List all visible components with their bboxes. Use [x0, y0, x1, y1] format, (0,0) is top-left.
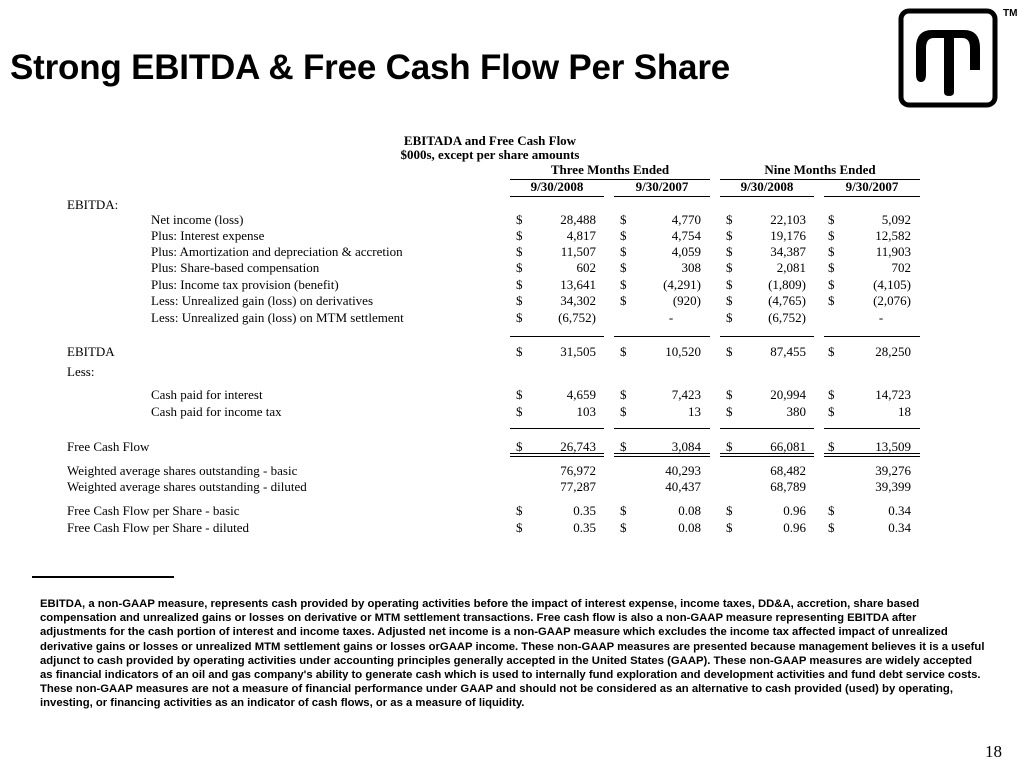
cell-value: 19,176: [770, 228, 806, 243]
currency-symbol: $: [828, 212, 835, 227]
column-header: 9/30/2008: [510, 179, 604, 197]
cell-value: 40,437: [665, 479, 701, 494]
section-label-less: Less:: [67, 364, 95, 379]
table-row: [0, 228, 1024, 244]
cell-value: (4,291): [663, 277, 701, 292]
currency-symbol: $: [620, 228, 627, 243]
cell-value: 2,081: [776, 260, 806, 275]
row-label: Net income (loss): [151, 212, 244, 227]
table-row: [0, 387, 1024, 403]
cell-value: 13: [688, 404, 701, 419]
row-label: Less: Unrealized gain (loss) on MTM settlement: [151, 310, 404, 325]
currency-symbol: $: [516, 439, 523, 454]
currency-symbol: $: [726, 244, 733, 259]
cell-value: 28,250: [875, 344, 911, 359]
cell-value: 380: [786, 404, 806, 419]
cell-value: 34,302: [560, 293, 596, 308]
cell-value: 0.08: [678, 503, 701, 518]
cell-value: -: [668, 310, 674, 325]
currency-symbol: $: [516, 228, 523, 243]
cell-value: (4,105): [873, 277, 911, 292]
column-header: 9/30/2008: [720, 179, 814, 197]
currency-symbol: $: [726, 277, 733, 292]
cell-value: 12,582: [875, 228, 911, 243]
cell-value: 4,817: [566, 228, 596, 243]
currency-symbol: $: [726, 260, 733, 275]
cell-value: 22,103: [770, 212, 806, 227]
cell-value: 3,084: [671, 439, 701, 454]
cell-value: 4,754: [671, 228, 701, 243]
trademark-symbol: TM: [1003, 8, 1018, 19]
table-row: [0, 260, 1024, 276]
table-row: [0, 277, 1024, 293]
table-row: [0, 310, 1024, 326]
table-row: [0, 463, 1024, 479]
cell-value: 10,520: [665, 344, 701, 359]
currency-symbol: $: [620, 244, 627, 259]
cell-value: 68,789: [770, 479, 806, 494]
currency-symbol: $: [620, 503, 627, 518]
currency-symbol: $: [516, 277, 523, 292]
row-label: Plus: Share-based compensation: [151, 260, 320, 275]
footnote-divider: [32, 576, 174, 578]
currency-symbol: $: [726, 520, 733, 535]
currency-symbol: $: [828, 520, 835, 535]
currency-symbol: $: [620, 277, 627, 292]
currency-symbol: $: [828, 344, 835, 359]
cell-value: 0.96: [783, 520, 806, 535]
currency-symbol: $: [620, 344, 627, 359]
cell-value: (2,076): [873, 293, 911, 308]
cell-value: 18: [898, 404, 911, 419]
cell-value: 77,287: [560, 479, 596, 494]
cell-value: 7,423: [671, 387, 701, 402]
currency-symbol: $: [726, 228, 733, 243]
currency-symbol: $: [828, 244, 835, 259]
cell-value: 11,903: [875, 244, 911, 259]
currency-symbol: $: [828, 260, 835, 275]
row-label: Weighted average shares outstanding - basic: [67, 463, 298, 478]
cell-value: 0.34: [888, 520, 911, 535]
currency-symbol: $: [516, 310, 523, 325]
group-header-three-months: Three Months Ended: [510, 162, 710, 180]
section-label-ebitda: EBITDA:: [67, 197, 119, 212]
cell-value: 4,770: [671, 212, 701, 227]
currency-symbol: $: [516, 293, 523, 308]
cell-value: 66,081: [770, 439, 806, 454]
cell-value: 5,092: [881, 212, 911, 227]
cell-value: 31,505: [560, 344, 596, 359]
currency-symbol: $: [516, 212, 523, 227]
cell-value: 308: [681, 260, 701, 275]
cell-value: 14,723: [875, 387, 911, 402]
currency-symbol: $: [726, 344, 733, 359]
table-row: [0, 503, 1024, 519]
currency-symbol: $: [726, 387, 733, 402]
cell-value: 13,641: [560, 277, 596, 292]
currency-symbol: $: [726, 503, 733, 518]
cell-value: 87,455: [770, 344, 806, 359]
table-row: [0, 212, 1024, 228]
currency-symbol: $: [516, 404, 523, 419]
cell-value: 0.35: [573, 520, 596, 535]
currency-symbol: $: [516, 520, 523, 535]
cell-value: -: [878, 310, 884, 325]
currency-symbol: $: [516, 344, 523, 359]
currency-symbol: $: [828, 404, 835, 419]
slide-title: Strong EBITDA & Free Cash Flow Per Share: [10, 48, 731, 87]
cell-value: 0.35: [573, 503, 596, 518]
cell-value: (4,765): [768, 293, 806, 308]
column-header: 9/30/2007: [824, 179, 920, 197]
group-header-nine-months: Nine Months Ended: [720, 162, 920, 180]
currency-symbol: $: [726, 212, 733, 227]
cell-value: 26,743: [560, 439, 596, 454]
currency-symbol: $: [828, 439, 835, 454]
table-row: [0, 520, 1024, 536]
currency-symbol: $: [726, 310, 733, 325]
currency-symbol: $: [620, 212, 627, 227]
row-label: Free Cash Flow per Share - diluted: [67, 520, 249, 535]
table-row: [0, 479, 1024, 495]
table-row: [0, 244, 1024, 260]
currency-symbol: $: [828, 277, 835, 292]
cell-value: 4,659: [566, 387, 596, 402]
currency-symbol: $: [620, 404, 627, 419]
cell-value: 13,509: [875, 439, 911, 454]
table-row: [0, 404, 1024, 420]
row-label: Weighted average shares outstanding - diluted: [67, 479, 307, 494]
row-label: Less: Unrealized gain (loss) on derivatives: [151, 293, 374, 308]
cell-value: (6,752): [558, 310, 596, 325]
currency-symbol: $: [620, 520, 627, 535]
currency-symbol: $: [828, 228, 835, 243]
currency-symbol: $: [516, 503, 523, 518]
row-label: Cash paid for interest: [151, 387, 263, 402]
row-label: Free Cash Flow: [67, 439, 150, 454]
row-label: Plus: Amortization and depreciation & accretion: [151, 244, 403, 259]
cell-value: 0.08: [678, 520, 701, 535]
row-label: Free Cash Flow per Share - basic: [67, 503, 240, 518]
cell-value: 103: [576, 404, 596, 419]
row-label: Plus: Income tax provision (benefit): [151, 277, 339, 292]
page-number: 18: [985, 742, 1002, 761]
currency-symbol: $: [516, 387, 523, 402]
currency-symbol: $: [828, 503, 835, 518]
table-row: [0, 293, 1024, 309]
cell-value: 0.34: [888, 503, 911, 518]
cell-value: (6,752): [768, 310, 806, 325]
cell-value: 28,488: [560, 212, 596, 227]
cell-value: 602: [576, 260, 596, 275]
cell-value: 34,387: [770, 244, 806, 259]
currency-symbol: $: [726, 404, 733, 419]
currency-symbol: $: [620, 260, 627, 275]
currency-symbol: $: [828, 387, 835, 402]
cell-value: 39,276: [875, 463, 911, 478]
cell-value: 11,507: [560, 244, 596, 259]
footnote-text: EBITDA, a non-GAAP measure, represents cash provided by operating activities before the impact of interest expense, income taxes, DD&A, accretion, share based compensation and unrealized gains or losses on derivative or MTM settlement transactions. Free cash flow is also a non-GAAP measure representing EBITDA after adjustments for the cash portion of interest and income taxes. Adjusted net income is a non-GAAP measure which excludes the income tax affected impact of unrealized derivative gains or losses or unrealized MTM settlement gains or losses orGAAP income. These non-GAAP measures are presented because management believes it is a useful adjunct to cash provided by operating activities under accounting principles generally accepted in the United States (GAAP). These non-GAAP measures are widely accepted as financial indicators of an oil and gas company's ability to generate cash which is used to internally fund exploration and development activities and fund debt service costs. These non-GAAP measures are not a measure of financial performance under GAAP and should not be considered as an alternative to cash provided (used) by operating, investing, or financing activities as an indicator of cash flows, or as a measure of liquidity.: [40, 598, 985, 710]
cell-value: 702: [891, 260, 911, 275]
cell-value: (1,809): [768, 277, 806, 292]
cell-value: 40,293: [665, 463, 701, 478]
row-label: EBITDA: [67, 344, 115, 359]
table-title: EBITADA and Free Cash Flow: [403, 133, 577, 148]
table-row: [0, 344, 1024, 360]
cell-value: 76,972: [560, 463, 596, 478]
row-label: Cash paid for income tax: [151, 404, 282, 419]
cell-value: 20,994: [770, 387, 806, 402]
currency-symbol: $: [516, 260, 523, 275]
currency-symbol: $: [516, 244, 523, 259]
cell-value: 4,059: [671, 244, 701, 259]
cell-value: 39,399: [875, 479, 911, 494]
currency-symbol: $: [620, 293, 627, 308]
cell-value: (920): [672, 293, 701, 308]
currency-symbol: $: [620, 439, 627, 454]
currency-symbol: $: [620, 387, 627, 402]
currency-symbol: $: [828, 293, 835, 308]
currency-symbol: $: [726, 439, 733, 454]
cell-value: 0.96: [783, 503, 806, 518]
currency-symbol: $: [726, 293, 733, 308]
cell-value: 68,482: [770, 463, 806, 478]
table-subtitle: $000s, except per share amounts: [400, 147, 580, 162]
company-logo-icon: [898, 8, 998, 108]
row-label: Plus: Interest expense: [151, 228, 265, 243]
column-header: 9/30/2007: [614, 179, 710, 197]
